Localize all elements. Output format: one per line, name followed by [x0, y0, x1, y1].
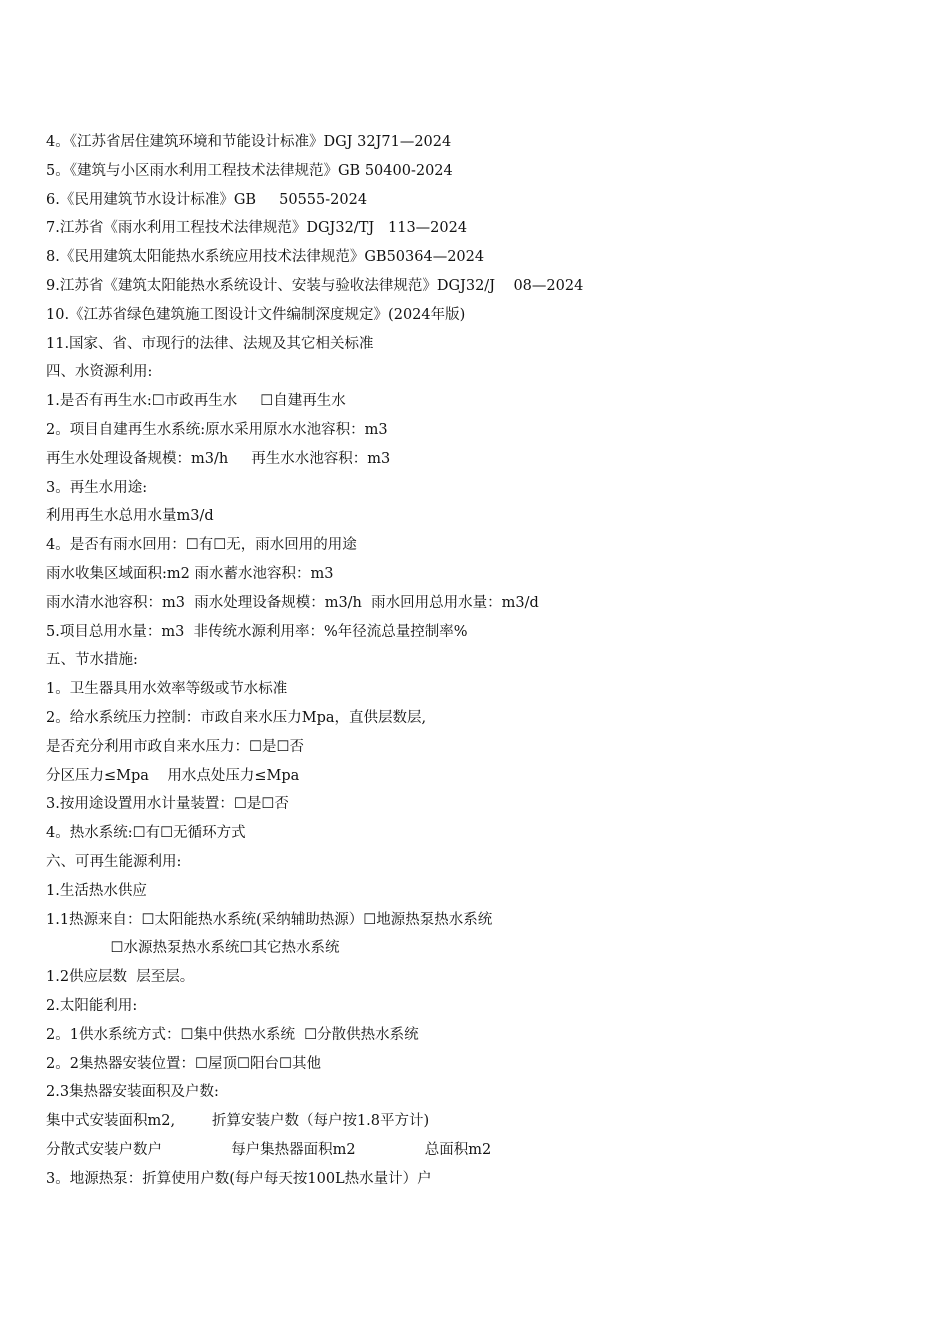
text-line-rainwater-reuse: 4。是否有雨水回用：☐有☐无，雨水回用的用途 [46, 537, 357, 554]
text-line-reclaimed-system: 2。项目自建再生水系统:原水采用原水水池容积：m3 [46, 421, 388, 438]
text-line-standard-8: 8.《民用建筑太阳能热水系统应用技术法律规范》GB50364—2024 [46, 249, 485, 266]
text-line-reclaimed-volume: 利用再生水总用水量m3/d [46, 508, 214, 525]
text-line-standard-4: 4。《江苏省居住建筑环境和节能设计标准》DGJ 32J71—2024 [46, 134, 452, 150]
text-line-zone-pressure: 分区压力≤Mpa 用水点处压力≤Mpa [46, 767, 300, 784]
text-line-supply-floors: 1.2供应层数 层至层。 [46, 969, 195, 986]
text-line-standard-7: 7.江苏省《雨水利用工程技术法律规范》DGJ32/TJ 113—2024 [46, 220, 468, 237]
text-line-pressure-control: 2。给水系统压力控制：市政自来水压力Mpa，直供层数层, [46, 709, 427, 726]
text-line-total-water: 5.项目总用水量：m3 非传统水源利用率：%年径流总量控制率% [46, 623, 468, 640]
text-line-heat-source-cont: ☐水源热泵热水系统☐其它热水系统 [46, 940, 340, 957]
section-heading-renewable-energy: 六、可再生能源利用: [46, 853, 182, 870]
text-line-reclaimed-equipment: 再生水处理设备规模：m3/h 再生水水池容积：m3 [46, 450, 391, 467]
text-line-standard-9: 9.江苏省《建筑太阳能热水系统设计、安装与验收法律规范》DGJ32/J 08—2024 [46, 277, 584, 294]
text-line-standard-5: 5。《建筑与小区雨水利用工程技术法律规范》GB 50400-2024 [46, 162, 453, 179]
document-body [46, 128, 926, 1193]
text-line-collector-location: 2。2集热器安装位置：☐屋顶☐阳台☐其他 [46, 1055, 321, 1072]
text-line-heat-source: 1.1热源来自：☐太阳能热水系统(采纳辅助热源）☐地源热泵热水系统 [46, 911, 493, 928]
text-line-collector-area: 2.3集热器安装面积及户数: [46, 1084, 219, 1101]
text-line-rainwater-area: 雨水收集区域面积:m2 雨水蓄水池容积：m3 [46, 565, 334, 582]
text-line-ground-source: 3。地源热泵：折算使用户数(每户每天按100L热水量计）户 [46, 1170, 432, 1187]
text-line-reclaimed-water: 1.是否有再生水:☐市政再生水 ☐自建再生水 [46, 393, 346, 410]
text-line-sanitary-ware: 1。卫生器具用水效率等级或节水标准 [46, 681, 288, 698]
text-line-metering: 3.按用途设置用水计量装置：☐是☐否 [46, 796, 289, 813]
text-line-supply-mode: 2。1供水系统方式：☐集中供热水系统 ☐分散供热水系统 [46, 1026, 419, 1043]
text-line-standard-11: 11.国家、省、市现行的法律、法规及其它相关标准 [46, 335, 374, 352]
text-line-centralized-area: 集中式安装面积m2, 折算安装户数（每户按1.8平方计) [46, 1113, 430, 1130]
section-heading-water-resources: 四、水资源利用: [46, 364, 153, 381]
text-line-municipal-pressure: 是否充分利用市政自来水压力：☐是☐否 [46, 738, 304, 755]
text-line-rainwater-tank: 雨水清水池容积：m3 雨水处理设备规模：m3/h 雨水回用总用水量：m3/d [46, 594, 539, 611]
text-line-distributed-area: 分散式安装户数户 每户集热器面积m2 总面积m2 [46, 1141, 492, 1158]
section-heading-water-saving: 五、节水措施: [46, 652, 138, 669]
text-line-reclaimed-use: 3。再生水用途: [46, 479, 148, 496]
text-line-hot-water-system: 4。热水系统:☐有☐无循环方式 [46, 825, 246, 842]
text-line-domestic-hot-water: 1.生活热水供应 [46, 882, 147, 899]
text-line-solar-use: 2.太阳能利用: [46, 997, 138, 1014]
text-line-standard-6: 6.《民用建筑节水设计标准》GB 50555-2024 [46, 191, 368, 208]
text-line-standard-10: 10.《江苏省绿色建筑施工图设计文件编制深度规定》(2024年版) [46, 306, 466, 323]
